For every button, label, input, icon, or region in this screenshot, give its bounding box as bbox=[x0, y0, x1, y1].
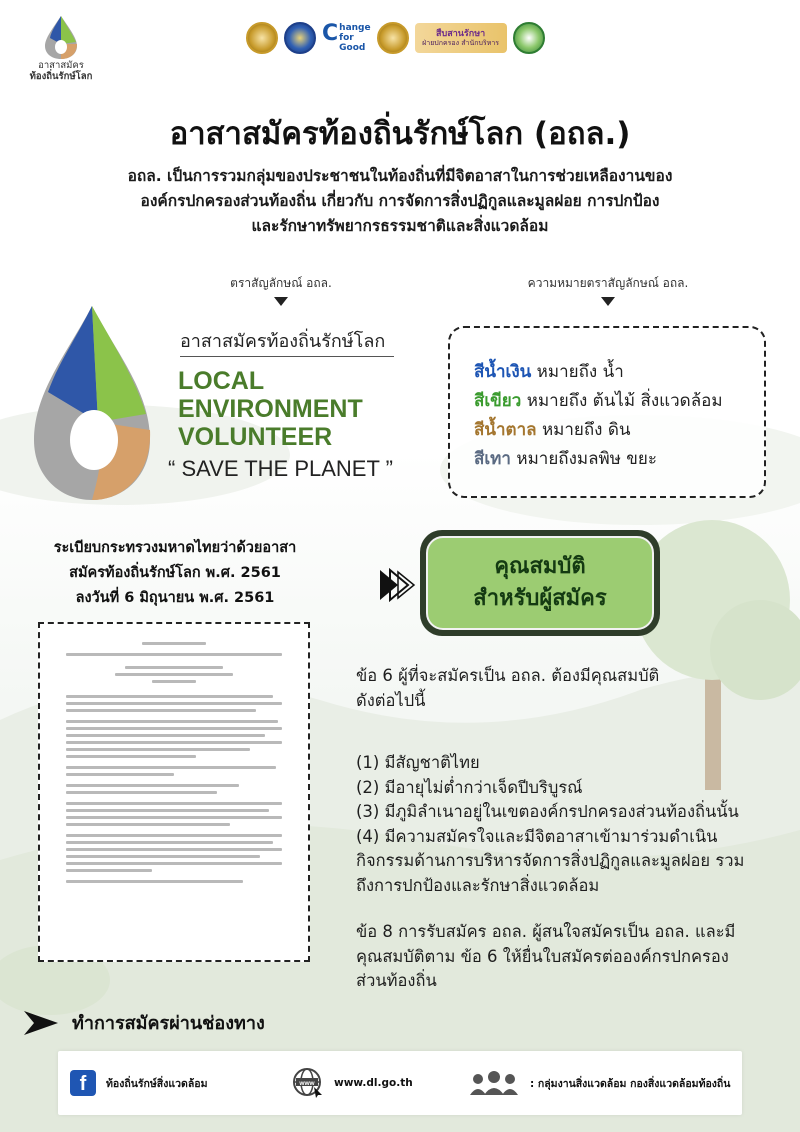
people-group-icon bbox=[468, 1069, 520, 1097]
environment-seal-icon bbox=[513, 22, 545, 54]
brand-divider bbox=[180, 356, 394, 357]
badge-line2: สำหรับผู้สมัคร bbox=[473, 586, 607, 611]
logo-line1: อาสาสมัคร bbox=[38, 60, 84, 71]
meaning-box bbox=[448, 326, 766, 498]
brand-tagline: “ SAVE THE PLANET ” bbox=[168, 456, 393, 481]
meaning-text: หมายถึง น้ำ bbox=[531, 362, 624, 382]
meaning-row-green bbox=[474, 387, 764, 416]
partner-logos bbox=[246, 20, 545, 56]
page-title: อาสาสมัครท้องถิ่นรักษ์โลก (อถล.) bbox=[169, 116, 631, 152]
banner-logo bbox=[415, 23, 507, 53]
intro-line: อถล. เป็นการรวมกลุ่มของประชาชนในท้องถิ่นที่มีจิตอาสาในการช่วยเหลืองานของ bbox=[127, 167, 673, 185]
globe-icon bbox=[292, 1067, 324, 1099]
change-for-good-c: C bbox=[322, 21, 339, 46]
qual-item: (1) มีสัญชาติไทย bbox=[356, 753, 480, 772]
department-seal-icon bbox=[284, 22, 316, 54]
qualification-text bbox=[356, 664, 776, 994]
brand-en-line: VOLUNTEER bbox=[178, 423, 333, 451]
facebook-text: ท้องถิ่นรักษ์สิ่งแวดล้อม bbox=[106, 1077, 208, 1090]
meaning-row-gray bbox=[474, 445, 764, 474]
ministry-seal-icon bbox=[246, 22, 278, 54]
intro-text bbox=[60, 164, 740, 239]
qualification-badge bbox=[420, 530, 660, 636]
meaning-key: สีน้ำตาล bbox=[474, 420, 537, 440]
brand-en-line: LOCAL bbox=[178, 367, 265, 395]
facebook-glyph: f bbox=[79, 1073, 87, 1095]
qual-para2-line: ข้อ 8 การรับสมัคร อถล. ผู้สนใจสมัครเป็น อถล. และมี bbox=[356, 922, 736, 941]
qual-para1-line: ข้อ 6 ผู้ที่จะสมัครเป็น อถล. ต้องมีคุณสมบัติ bbox=[356, 666, 660, 685]
down-triangle-icon bbox=[274, 297, 288, 306]
alt-logo bbox=[26, 14, 96, 82]
meaning-row-blue bbox=[474, 358, 764, 387]
qual-item: กิจกรรมด้านการบริหารจัดการสิ่งปฏิกูลและมูลฝอย รวม bbox=[356, 851, 745, 870]
globe-icon-text: www bbox=[299, 1080, 315, 1087]
meaning-label: ความหมายตราสัญลักษณ์ อถล. bbox=[527, 276, 689, 290]
logo-line2: ท้องถิ่นรักษ์โลก bbox=[29, 71, 93, 82]
change-for-good-line1: hange bbox=[339, 23, 371, 33]
qualification-badge-inner bbox=[426, 536, 654, 630]
brand-thai-name: อาสาสมัครท้องถิ่นรักษ์โลก bbox=[180, 331, 386, 352]
double-arrow-icon bbox=[378, 568, 418, 602]
meaning-text: หมายถึงมลพิษ ขยะ bbox=[510, 449, 658, 469]
intro-line: และรักษาทรัพยากรธรรมชาติและสิ่งแวดล้อม bbox=[251, 217, 549, 235]
footer-contacts bbox=[58, 1051, 742, 1115]
brand-en-line: ENVIRONMENT bbox=[178, 395, 363, 423]
banner-logo-line2: ฝ่ายปกครอง สำนักบริหาร bbox=[422, 38, 500, 47]
facebook-link[interactable] bbox=[70, 1051, 208, 1115]
qual-item: (2) มีอายุไม่ต่ำกว่าเจ็ดปีบริบูรณ์ bbox=[356, 777, 583, 797]
brand-english-name bbox=[178, 367, 363, 451]
meaning-key: สีเขียว bbox=[474, 391, 522, 411]
regulation-title-line: สมัครท้องถิ่นรักษ์โลก พ.ศ. 2561 bbox=[69, 565, 281, 581]
meaning-key: สีเทา bbox=[474, 449, 511, 469]
qual-item: (4) มีความสมัครใจและมีจิตอาสาเข้ามาร่วมดำเนิน bbox=[356, 826, 718, 846]
department-info bbox=[468, 1051, 730, 1115]
website-link[interactable] bbox=[292, 1051, 413, 1115]
regulation-title bbox=[40, 536, 310, 611]
banner-logo-line1: สืบสานรักษา bbox=[436, 28, 486, 39]
change-for-good-line2: for Good bbox=[339, 33, 366, 53]
register-channel bbox=[22, 1008, 265, 1037]
qual-para2-line: คุณสมบัติตาม ข้อ 6 ให้ยื่นใบสมัครต่อองค์กรปกครอง bbox=[356, 946, 729, 966]
meaning-label-block bbox=[508, 274, 708, 306]
down-triangle-icon bbox=[601, 297, 615, 306]
meaning-row-brown bbox=[474, 416, 764, 445]
drop-logo-icon bbox=[41, 14, 81, 60]
qual-item: ถึงการปกป้องและรักษาสิ่งแวดล้อม bbox=[356, 875, 600, 895]
symbol-label-block bbox=[196, 274, 366, 306]
qual-para2-line: ส่วนท้องถิ่น bbox=[356, 971, 437, 990]
meaning-key: สีน้ำเงิน bbox=[474, 362, 532, 382]
meaning-text: หมายถึง ต้นไม้ สิ่งแวดล้อม bbox=[521, 391, 723, 411]
register-label: ทำการสมัครผ่านช่องทาง bbox=[72, 1013, 265, 1034]
regulation-title-line: ระเบียบกระทรวงมหาดไทยว่าด้วยอาสา bbox=[53, 540, 297, 556]
symbol-label: ตราสัญลักษณ์ อถล. bbox=[230, 276, 332, 290]
qual-para1-line: ดังต่อไปนี้ bbox=[356, 690, 426, 710]
intro-line: องค์กรปกครองส่วนท้องถิ่น เกี่ยวกับ การจัดการสิ่งปฏิกูลและมูลฝอย การปกป้อง bbox=[140, 192, 660, 210]
facebook-icon bbox=[70, 1070, 96, 1096]
badge-line1: คุณสมบัติ bbox=[494, 554, 586, 579]
meaning-text: หมายถึง ดิน bbox=[536, 420, 631, 440]
regulation-title-line: ลงวันที่ 6 มิถุนายน พ.ศ. 2561 bbox=[75, 590, 275, 606]
website-text: www.dl.go.th bbox=[334, 1077, 413, 1089]
regulation-document-image bbox=[38, 622, 310, 962]
anniversary-emblem-icon bbox=[377, 22, 409, 54]
qual-item: (3) มีภูมิลำเนาอยู่ในเขตองค์กรปกครองส่วนท้องถิ่นนั้น bbox=[356, 802, 739, 821]
change-for-good-logo bbox=[322, 23, 371, 53]
chevron-right-icon bbox=[22, 1009, 60, 1037]
department-text: : กลุ่มงานสิ่งแวดล้อม กองสิ่งแวดล้อมท้องถิ่น bbox=[530, 1077, 731, 1090]
big-drop-logo-icon bbox=[28, 302, 156, 504]
